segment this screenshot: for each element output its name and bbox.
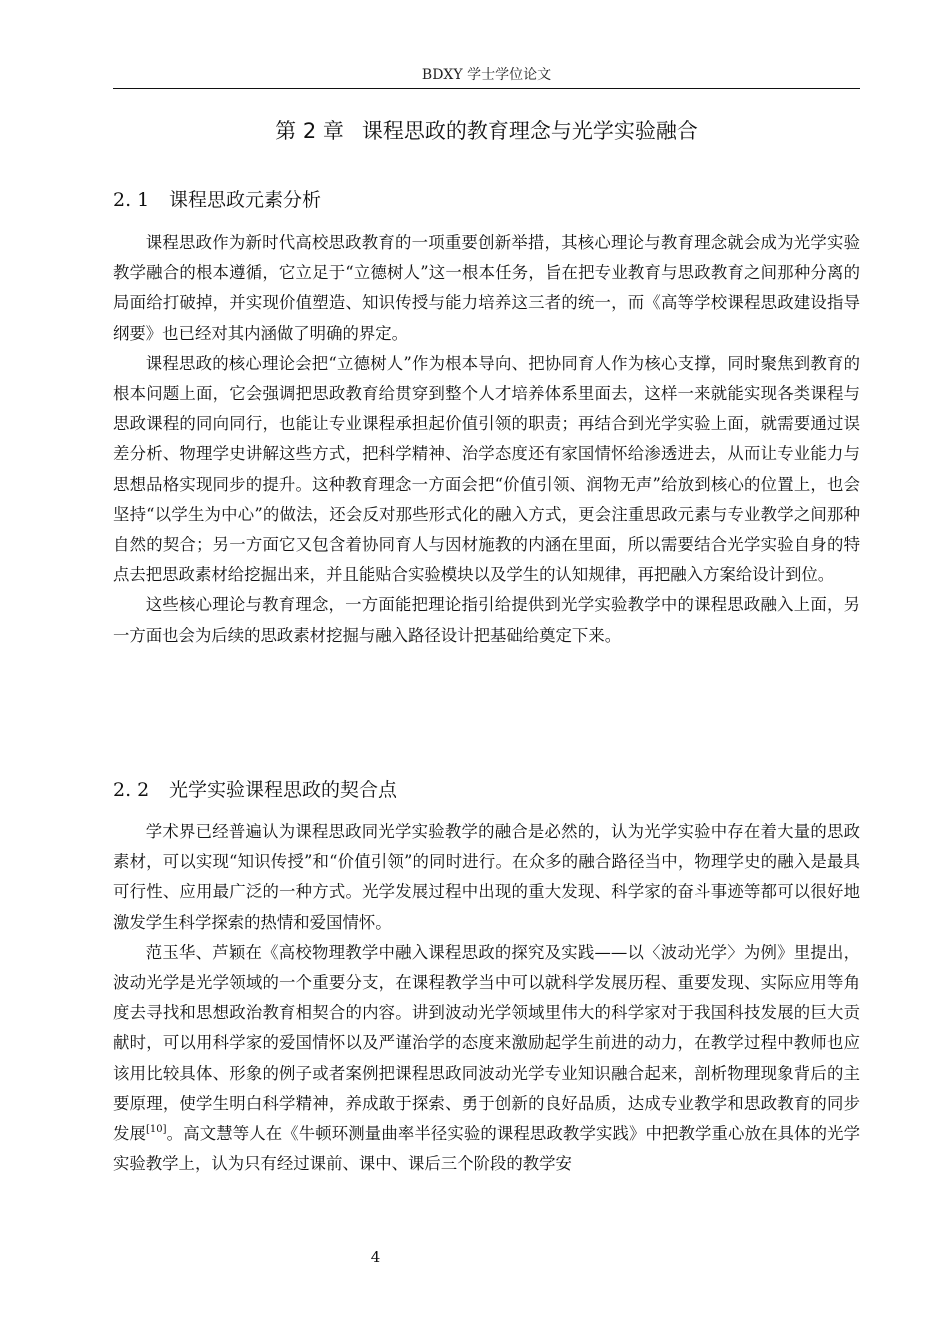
section-number: 2. 2 — [113, 779, 150, 801]
section-2-2-body — [113, 817, 860, 1179]
section-number: 2. 1 — [113, 189, 150, 211]
paragraph-with-citation — [113, 938, 860, 1180]
section-title: 光学实验课程思政的契合点 — [169, 779, 398, 801]
paragraph-text: 范玉华、芦颖在《高校物理教学中融入课程思政的探究及实践——以〈波动光学〉为例》里提出，波动光学是光学领域的一个重要分支，在课程教学当中可以就科学发展历程、重要发现、实际应用等角度去寻找和思想政治教育相契合的内容。讲到波动光学领域里伟大的科学家对于我国科技发展的巨大贡献时，可以用科学家的爱国情怀以及严谨治学的态度来激励起学生前进的动力，在教学过程中教师也应该用比较具体、形象的例子或者案例把课程思政同波动光学专业知识融合起来，剖析物理现象背后的主要原理，使学生明白科学精神，养成敢于探索、勇于创新的良好品质，达成专业教学和思政教育的同步发展 — [113, 942, 860, 1144]
paragraph: 学术界已经普遍认为课程思政同光学实验教学的融合是必然的，认为光学实验中存在着大量的思政素材，可以实现“知识传授”和“价值引领”的同时进行。在众多的融合路径当中，物理学史的融入是最具可行性、应用最广泛的一种方式。光学发展过程中出现的重大发现、科学家的奋斗事迹等都可以很好地激发学生科学探索的热情和爱国情怀。 — [113, 822, 860, 932]
chapter-heading-text: 课程思政的教育理念与光学实验融合 — [361, 119, 698, 143]
paragraph-text: 。高文慧等人在《牛顿环测量曲率半径实验的课程思政教学实践》中把教学重心放在具体的光学实验教学上，认为只有经过课前、课中、课后三个阶段的教学安 — [113, 1124, 861, 1174]
section-heading-2-1 — [113, 186, 860, 214]
header-rule — [113, 88, 860, 89]
paragraph: 这些核心理论与教育理念，一方面能把理论指引给提供到光学实验教学中的课程思政融入上面，另一方面也会为后续的思政素材挖掘与融入路径设计把基础给奠定下来。 — [113, 595, 860, 645]
paragraph: 课程思政的核心理论会把“立德树人”作为根本导向、把协同育人作为核心支撑，同时聚焦到教育的根本问题上面，它会强调把思政教育给贯穿到整个人才培养体系里面去，这样一来就能实现各类课程与思政课程的同向同行，也能让专业课程承担起价值引领的职责；再结合到光学实验上面，就需要通过误差分析、物理学史讲解这些方式，把科学精神、治学态度还有家国情怀给渗透进去，从而让专业能力与思想品格实现同步的提升。这种教育理念一方面会把“价值引领、润物无声”给放到核心的位置上，也会坚持“以学生为中心”的做法，还会反对那些形式化的融入方式，更会注重思政元素与专业教学之间那种自然的契合；另一方面它又包含着协同育人与因材施教的内涵在里面，所以需要结合光学实验自身的特点去把思政素材给挖掘出来，并且能贴合实验模块以及学生的认知规律，再把融入方案给设计到位。 — [113, 353, 860, 585]
citation-ref: [10] — [146, 1124, 167, 1136]
page-number: 4 — [370, 1248, 381, 1266]
chapter-title — [113, 116, 860, 146]
chapter-number: 第 2 章 — [275, 119, 344, 143]
section-title: 课程思政元素分析 — [169, 189, 322, 211]
paragraph: 课程思政作为新时代高校思政教育的一项重要创新举措，其核心理论与教育理念就会成为光学实验教学融合的根本遵循，它立足于“立德树人”这一根本任务，旨在把专业教育与思政教育之间那种分离的局面给打破掉，并实现价值塑造、知识传授与能力培养这三者的统一，而《高等学校课程思政建设指导纲要》也已经对其内涵做了明确的界定。 — [113, 233, 860, 343]
section-2-1-body — [113, 228, 860, 651]
running-header: BDXY 学士学位论文 — [421, 67, 552, 83]
section-heading-2-2 — [113, 776, 860, 804]
